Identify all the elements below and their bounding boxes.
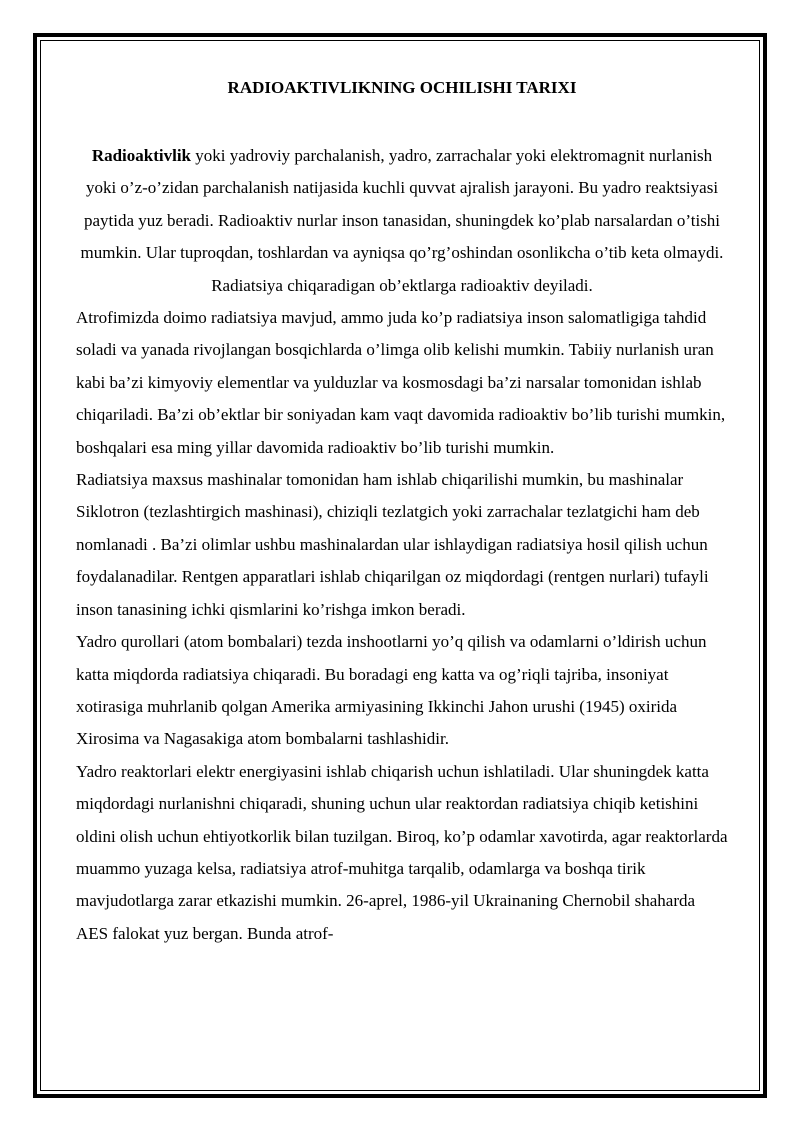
intro-text: yoki yadroviy parchalanish, yadro, zarrachalar yoki elektromagnit nurlanish yoki o’z-o’zidan parchalanish natijasida kuchli quvvat ajralish jarayoni. Bu yadro reaktsiyasi paytida yuz beradi. Radioaktiv nurlar inson tanasidan, shuningdek ko’plab narsalardan o’tishi mumkin. Ular tuproqdan, toshlardan va ayniqsa qo’rg’oshindan osonlikcha o’tib keta olmaydi. Radiatsiya chiqaradigan ob’ektlarga radioaktiv deyiladi. (80, 146, 724, 295)
intro-paragraph (76, 140, 728, 302)
intro-term: Radioaktivlik (91, 146, 192, 165)
document-title: RADIOAKTIVLIKNING OCHILISHI TARIXI (227, 78, 577, 97)
paragraph-machine-radiation: Radiatsiya maxsus mashinalar tomonidan ham ishlab chiqarilishi mumkin, bu mashinalar Siklotron (tezlashtirgich mashinasi), chiziqli tezlatgich yoki zarrachalar tezlatgichi ham deb nomlanadi . Ba’zi olimlar ushbu mashinalardan ular ishlaydigan radiatsiya hosil qilish uchun foydalanadilar. Rentgen apparatlari ishlab chiqarilgan oz miqdordagi (rentgen nurlari) tufayli inson tanasining ichki qismlarini ko’rishga imkon beradi. (76, 470, 709, 619)
paragraph-nuclear-weapons: Yadro qurollari (atom bombalari) tezda inshootlarni yo’q qilish va odamlarni o’ldirish uchun katta miqdorda radiatsiya chiqaradi. Bu boradagi eng katta va og’riqli tajriba, insoniyat xotirasiga muhrlanib qolgan Amerika armiyasining Ikkinchi Jahon urushi (1945) oxirida Xirosima va Nagasakiga atom bombalarni tashlashidir. (76, 632, 707, 749)
document-body (76, 74, 728, 950)
paragraph-natural-radiation: Atrofimizda doimo radiatsiya mavjud, ammo juda ko’p radiatsiya inson salomatligiga tahdid soladi va yanada rivojlangan bosqichlarda o’limga olib kelishi mumkin. Tabiiy nurlanish uran kabi ba’zi kimyoviy elementlar va yulduzlar va kosmosdagi ba’zi narsalar tomonidan ishlab chiqariladi. Ba’zi ob’ektlar bir soniyadan kam vaqt davomida radioaktiv bo’lib turishi mumkin, boshqalari esa ming yillar davomida radioaktiv bo’lib turishi mumkin. (76, 308, 726, 457)
paragraph-nuclear-reactors: Yadro reaktorlari elektr energiyasini ishlab chiqarish uchun ishlatiladi. Ular shuningdek katta miqdordagi nurlanishni chiqaradi, shuning uchun ular reaktordan radiatsiya chiqib ketishini oldini olish uchun ehtiyotkorlik bilan tuzilgan. Biroq, ko’p odamlar xavotirda, agar reaktorlarda muammo yuzaga kelsa, radiatsiya atrof-muhitga tarqalib, odamlarga va boshqa tirik mavjudotlarga zarar etkazishi mumkin. 26-aprel, 1986-yil Ukrainaning Chernobil shaharda AES falokat yuz bergan. Bunda atrof- (76, 761, 728, 943)
